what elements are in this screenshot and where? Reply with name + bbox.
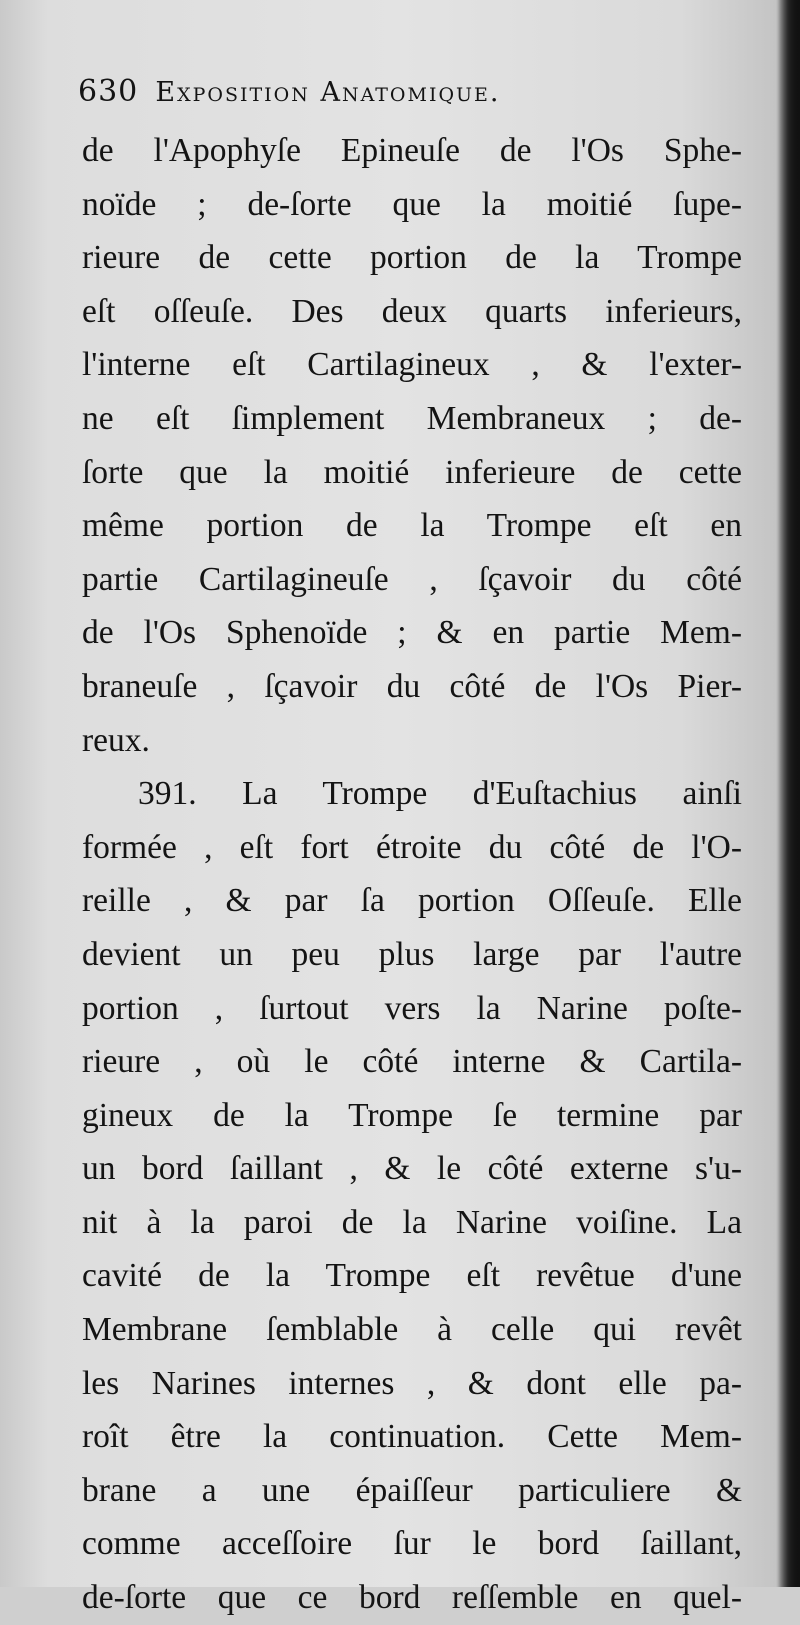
text-line: portion , ſurtout vers la Narine poſte-: [82, 989, 742, 1027]
text-line: nit à la paroi de la Narine voiſine. La: [82, 1203, 742, 1241]
page-edge-shadow: [778, 0, 800, 1587]
text-line: formée , eſt fort étroite du côté de l'O-: [82, 828, 742, 866]
text-line: de l'Os Sphenoïde ; & en partie Mem-: [82, 614, 742, 652]
text-line: l'interne eſt Cartilagineux , & l'exter-: [82, 346, 742, 384]
text-line: reux.: [82, 721, 150, 759]
text-line: noïde ; de-ſorte que la moitié ſupe-: [82, 185, 742, 223]
page-number: 630: [78, 74, 139, 109]
text-line: reille , & par ſa portion Oſſeuſe. Elle: [82, 882, 742, 920]
text-line: même portion de la Trompe eſt en: [82, 507, 742, 545]
paragraph-start-391: 391. La Trompe d'Euſtachius ainſi: [138, 775, 742, 813]
text-line: gineux de la Trompe ſe termine par: [82, 1096, 742, 1134]
text-line: comme acceſſoire ſur le bord ſaillant,: [82, 1525, 742, 1563]
body-text: [82, 124, 742, 1625]
text-line: Membrane ſemblable à celle qui revêt: [82, 1311, 742, 1349]
text-line: rieure , où le côté interne & Cartila-: [82, 1043, 742, 1081]
text-line: ſorte que la moitié inferieure de cette: [82, 453, 742, 491]
running-header: [78, 74, 718, 124]
text-line: brane a une épaiſſeur particuliere &: [82, 1471, 742, 1509]
text-line: braneuſe , ſçavoir du côté de l'Os Pier-: [82, 667, 742, 705]
text-line: rieure de cette portion de la Trompe: [82, 239, 742, 277]
text-line: partie Cartilagineuſe , ſçavoir du côté: [82, 560, 742, 598]
text-line: eſt oſſeuſe. Des deux quarts inferieurs,: [82, 292, 742, 330]
text-line: de l'Apophyſe Epineuſe de l'Os Sphe-: [82, 132, 742, 169]
text-line: ne eſt ſimplement Membraneux ; de-: [82, 399, 742, 437]
text-line: un bord ſaillant , & le côté externe s'u-: [82, 1150, 742, 1188]
running-title: Exposition Anatomique.: [155, 77, 501, 108]
text-line: devient un peu plus large par l'autre: [82, 935, 742, 973]
text-line: de-ſorte que ce bord reſſemble en quel-: [82, 1579, 742, 1617]
text-line: cavité de la Trompe eſt revêtue d'une: [82, 1257, 742, 1295]
text-line: roît être la continuation. Cette Mem-: [82, 1418, 742, 1456]
text-line: les Narines internes , & dont elle pa-: [82, 1364, 742, 1402]
